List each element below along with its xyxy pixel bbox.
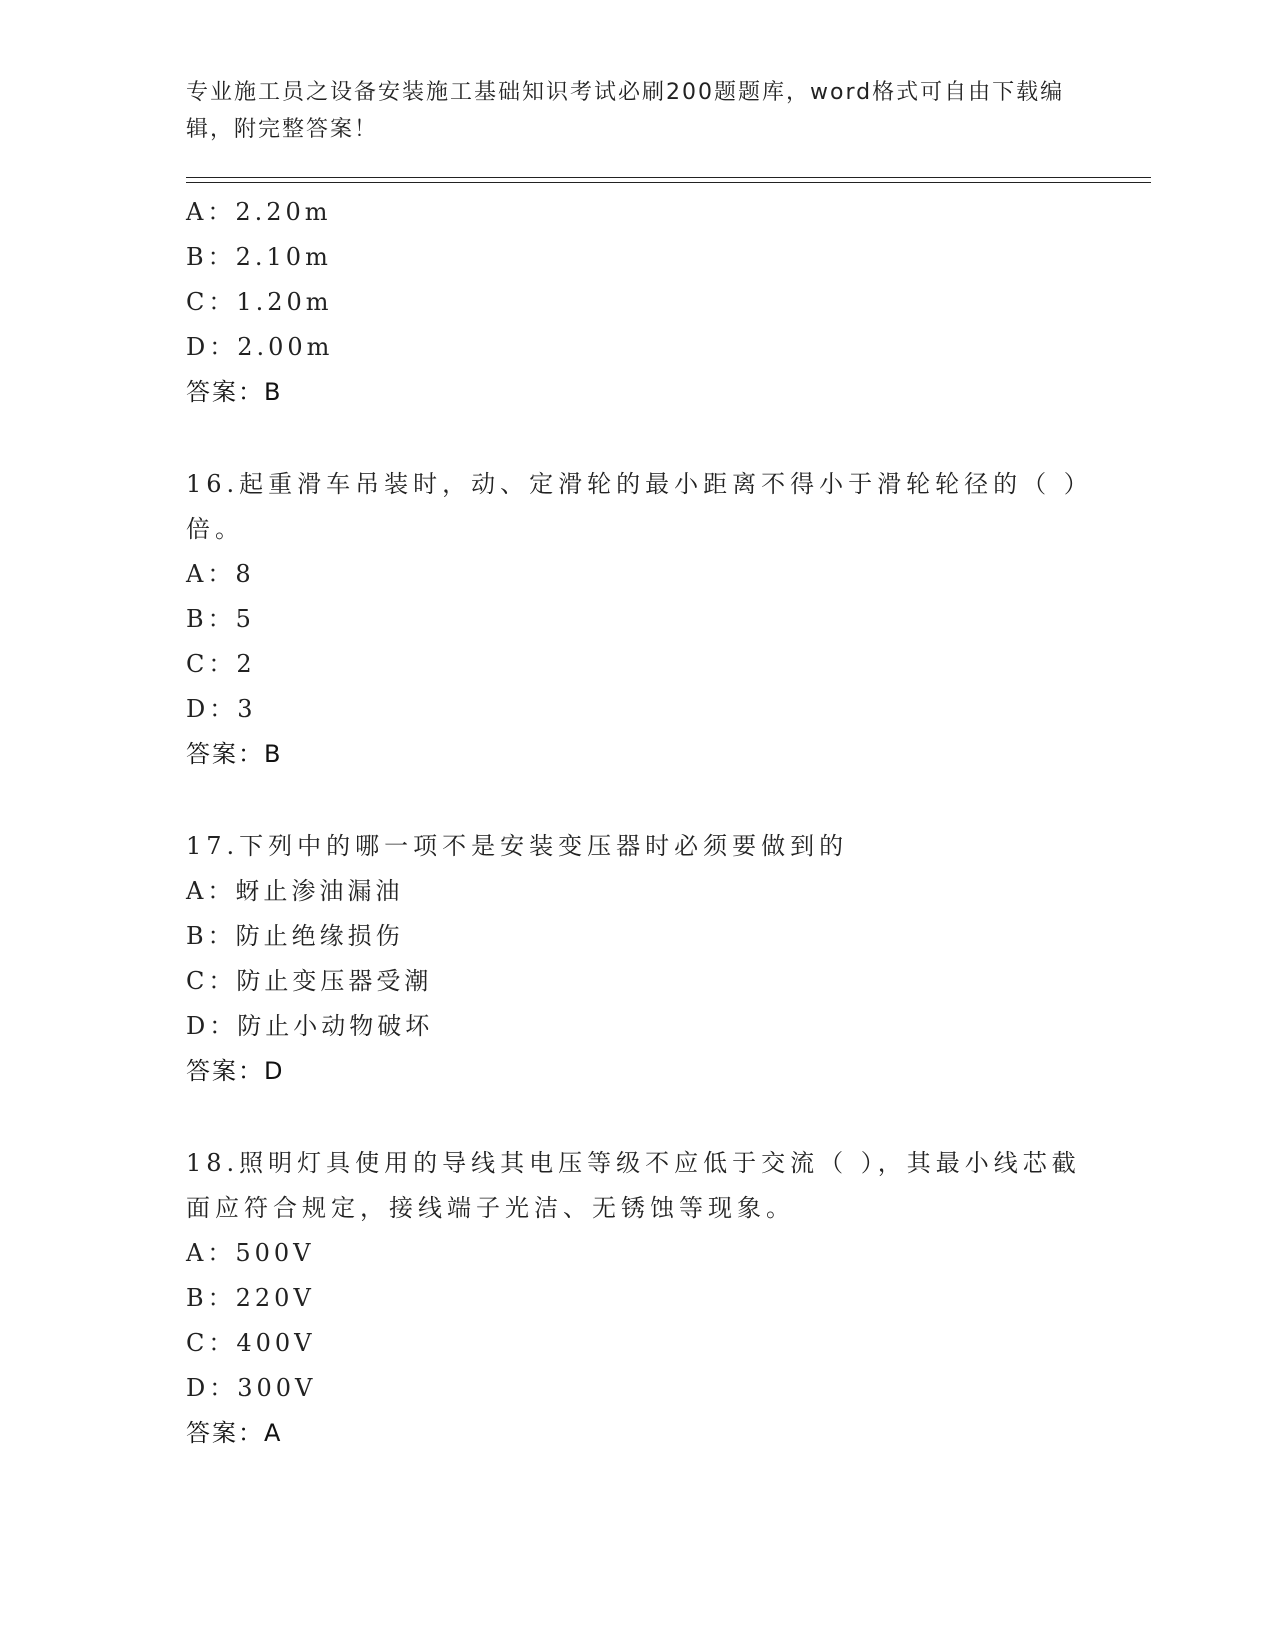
question-15-continued bbox=[186, 190, 1086, 415]
answer-line: 答案：B bbox=[186, 740, 283, 768]
spacer bbox=[186, 777, 1086, 824]
option-b: B：2.10m bbox=[186, 243, 332, 271]
question-17 bbox=[186, 824, 1086, 1094]
option-c: C：1.20m bbox=[186, 288, 333, 316]
option-a: A：8 bbox=[186, 560, 255, 588]
question-text: 16.起重滑车吊装时，动、定滑轮的最小距离不得小于滑轮轮径的（ ）倍。 bbox=[186, 470, 1081, 543]
document-content bbox=[186, 190, 1086, 1456]
option-c: C：2 bbox=[186, 650, 256, 678]
answer-line: 答案：B bbox=[186, 378, 283, 406]
question-16 bbox=[186, 462, 1086, 777]
spacer bbox=[186, 1094, 1086, 1141]
option-a: A：500V bbox=[186, 1239, 315, 1267]
option-a: A：2.20m bbox=[186, 198, 332, 226]
header-divider-bottom bbox=[186, 182, 1151, 183]
option-d: D：3 bbox=[186, 695, 257, 723]
option-b: B：防止绝缘损伤 bbox=[186, 922, 404, 950]
document-header: 专业施工员之设备安装施工基础知识考试必刷200题题库，word格式可自由下载编辑，附完整答案！ bbox=[186, 80, 1065, 142]
header-divider-top bbox=[186, 177, 1151, 178]
question-text: 17.下列中的哪一项不是安装变压器时必须要做到的 bbox=[186, 832, 849, 860]
option-b: B：5 bbox=[186, 605, 255, 633]
option-c: C：400V bbox=[186, 1329, 316, 1357]
option-c: C：防止变压器受潮 bbox=[186, 967, 433, 995]
spacer bbox=[186, 415, 1086, 462]
option-d: D：300V bbox=[186, 1374, 317, 1402]
question-text: 18.照明灯具使用的导线其电压等级不应低于交流（ ），其最小线芯截面应符合规定，接线端子光洁、无锈蚀等现象。 bbox=[186, 1149, 1081, 1222]
option-d: D：防止小动物破坏 bbox=[186, 1012, 434, 1040]
option-d: D：2.00m bbox=[186, 333, 334, 361]
answer-line: 答案：D bbox=[186, 1057, 285, 1085]
option-b: B：220V bbox=[186, 1284, 315, 1312]
option-a: A：蚜止渗油漏油 bbox=[186, 877, 404, 905]
answer-line: 答案：A bbox=[186, 1419, 283, 1447]
question-18 bbox=[186, 1141, 1086, 1456]
